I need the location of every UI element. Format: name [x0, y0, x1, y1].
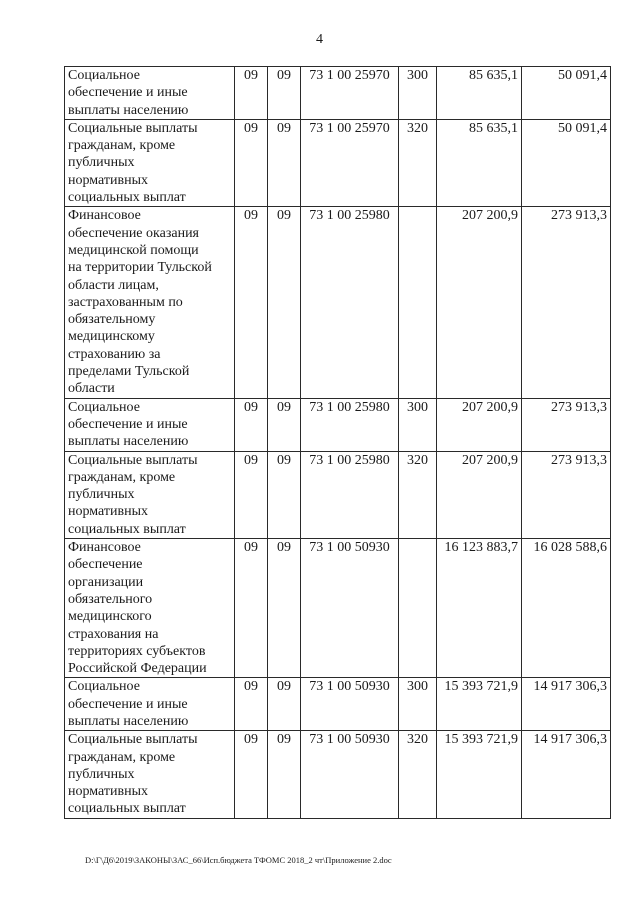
table-row: [65, 731, 611, 818]
expense-type-cell: 320: [399, 731, 437, 818]
expense-name-line: нормативных: [68, 784, 149, 800]
expense-name-line: гражданам, кроме: [68, 749, 176, 765]
subsection-code-cell: 09: [268, 539, 301, 678]
table-row: [65, 67, 611, 120]
expense-name-line: выплаты населению: [68, 713, 189, 729]
expense-name-line: гражданам, кроме: [68, 138, 176, 154]
expense-name-line: медицинскому: [68, 329, 155, 345]
expense-type-cell: 320: [399, 451, 437, 538]
executed-amount-cell: 273 913,3: [522, 398, 611, 451]
expense-type-cell: [399, 207, 437, 398]
target-article-cell: 73 1 00 50930: [301, 539, 399, 678]
expense-name-line: публичных: [68, 487, 135, 503]
target-article-cell: 73 1 00 25980: [301, 398, 399, 451]
expense-name-line: организации: [68, 574, 144, 590]
expense-name-line: медицинской помощи: [68, 242, 199, 258]
expense-name-line: Финансовое: [68, 208, 141, 224]
expense-type-cell: 300: [399, 398, 437, 451]
table-row: [65, 678, 611, 731]
expense-name-line: медицинского: [68, 609, 152, 625]
expense-name-line: нормативных: [68, 172, 149, 188]
section-code-cell: 09: [235, 207, 268, 398]
expense-name-line: Социальные выплаты: [68, 120, 198, 136]
expense-name-cell: [65, 398, 235, 451]
expense-name-line: обеспечение и иные: [68, 696, 188, 712]
target-article-cell: 73 1 00 25970: [301, 119, 399, 206]
budget-table: [64, 66, 611, 819]
expense-name-line: выплаты населению: [68, 434, 189, 450]
expense-name-line: Социальные выплаты: [68, 732, 198, 748]
expense-name-line: обеспечение и иные: [68, 416, 188, 432]
approved-amount-cell: 207 200,9: [437, 207, 522, 398]
section-code-cell: 09: [235, 731, 268, 818]
approved-amount-cell: 85 635,1: [437, 119, 522, 206]
expense-name-line: Финансовое: [68, 540, 141, 556]
expense-name-line: на территории Тульской: [68, 260, 212, 276]
expense-name-line: публичных: [68, 766, 135, 782]
section-code-cell: 09: [235, 398, 268, 451]
expense-name-line: обеспечение и иные: [68, 85, 188, 101]
expense-name-line: социальных выплат: [68, 521, 186, 537]
expense-name-cell: [65, 678, 235, 731]
executed-amount-cell: 16 028 588,6: [522, 539, 611, 678]
expense-type-cell: 320: [399, 119, 437, 206]
section-code-cell: 09: [235, 539, 268, 678]
approved-amount-cell: 15 393 721,9: [437, 731, 522, 818]
approved-amount-cell: 207 200,9: [437, 398, 522, 451]
expense-type-cell: 300: [399, 67, 437, 120]
expense-name-line: страхования на: [68, 626, 159, 642]
expense-name-line: нормативных: [68, 504, 149, 520]
expense-name-line: Социальное: [68, 68, 140, 83]
subsection-code-cell: 09: [268, 398, 301, 451]
subsection-code-cell: 09: [268, 731, 301, 818]
expense-name-cell: [65, 451, 235, 538]
expense-name-line: области: [68, 381, 115, 397]
target-article-cell: 73 1 00 25980: [301, 451, 399, 538]
executed-amount-cell: 50 091,4: [522, 67, 611, 120]
approved-amount-cell: 207 200,9: [437, 451, 522, 538]
section-code-cell: 09: [235, 678, 268, 731]
file-path-footer: D:\Г\Д6\2019\ЗАКОНЫ\ЗАС_66\Исп.бюджета ТФОМС 2018_2 чт\Приложение 2.doc: [85, 855, 392, 865]
subsection-code-cell: 09: [268, 67, 301, 120]
executed-amount-cell: 273 913,3: [522, 451, 611, 538]
table-row: [65, 539, 611, 678]
expense-name-line: обеспечение оказания: [68, 225, 199, 241]
target-article-cell: 73 1 00 25980: [301, 207, 399, 398]
expense-name-line: области лицам,: [68, 277, 159, 293]
table-row: [65, 398, 611, 451]
expense-name-cell: [65, 539, 235, 678]
page-number: 4: [316, 32, 323, 47]
executed-amount-cell: 14 917 306,3: [522, 678, 611, 731]
expense-type-cell: 300: [399, 678, 437, 731]
expense-name-line: обеспечение: [68, 557, 143, 573]
expense-name-line: социальных выплат: [68, 801, 186, 817]
expense-name-line: территориях субъектов: [68, 643, 206, 659]
expense-name-line: социальных выплат: [68, 190, 186, 206]
approved-amount-cell: 85 635,1: [437, 67, 522, 120]
expense-name-line: публичных: [68, 155, 135, 171]
section-code-cell: 09: [235, 119, 268, 206]
expense-name-cell: [65, 67, 235, 120]
expense-name-line: застрахованным по: [68, 294, 183, 310]
expense-type-cell: [399, 539, 437, 678]
target-article-cell: 73 1 00 50930: [301, 678, 399, 731]
expense-name-line: Социальные выплаты: [68, 452, 198, 468]
executed-amount-cell: 273 913,3: [522, 207, 611, 398]
executed-amount-cell: 14 917 306,3: [522, 731, 611, 818]
table-row: [65, 207, 611, 398]
section-code-cell: 09: [235, 67, 268, 120]
expense-name-line: Российской Федерации: [68, 661, 207, 677]
expense-name-line: страхованию за: [68, 346, 161, 362]
expense-name-line: выплаты населению: [68, 102, 189, 118]
expense-name-line: Социальное: [68, 399, 140, 415]
expense-name-line: Социальное: [68, 679, 140, 695]
subsection-code-cell: 09: [268, 451, 301, 538]
expense-name-line: обязательного: [68, 591, 153, 607]
expense-name-cell: [65, 731, 235, 818]
expense-name-cell: [65, 119, 235, 206]
table-row: [65, 119, 611, 206]
table-row: [65, 451, 611, 538]
executed-amount-cell: 50 091,4: [522, 119, 611, 206]
target-article-cell: 73 1 00 50930: [301, 731, 399, 818]
subsection-code-cell: 09: [268, 119, 301, 206]
target-article-cell: 73 1 00 25970: [301, 67, 399, 120]
subsection-code-cell: 09: [268, 207, 301, 398]
section-code-cell: 09: [235, 451, 268, 538]
expense-name-line: обязательному: [68, 312, 156, 328]
approved-amount-cell: 15 393 721,9: [437, 678, 522, 731]
subsection-code-cell: 09: [268, 678, 301, 731]
approved-amount-cell: 16 123 883,7: [437, 539, 522, 678]
expense-name-line: пределами Тульской: [68, 364, 190, 380]
expense-name-cell: [65, 207, 235, 398]
expense-name-line: гражданам, кроме: [68, 469, 176, 485]
